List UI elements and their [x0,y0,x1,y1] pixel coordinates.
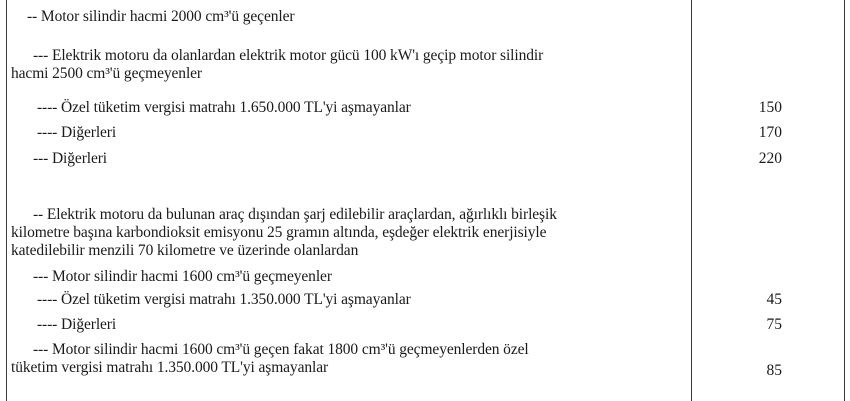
row-value: 85 [766,362,782,379]
row-description: --- Diğerleri [33,150,108,167]
row-description: --- Motor silindir hacmi 1600 cm³'ü geçmeyenler [33,268,332,285]
row-value: 170 [758,124,782,141]
table-right-border [844,0,845,401]
table-left-border [6,0,7,401]
row-description: ---- Özel tüketim vergisi matrahı 1.350.000 TL'yi aşmayanlar [37,291,411,308]
row-value: 150 [758,99,782,116]
row-value: 220 [758,150,782,167]
row-value: 75 [766,316,782,333]
table-column-divider [691,0,692,401]
row-value: 45 [766,291,782,308]
row-description: -- Elektrik motoru da bulunan araç dışından şarj edilebilir araçlardan, ağırlıklı birleşik kilometre başına karbondioksit emisyonu 25 gramın altında, eşdeğer elektrik enerjisiyle katedilebilir menzili 70 kilometre ve üzerinde olanlardan [11,206,557,259]
row-description: ---- Diğerleri [37,124,117,141]
row-description: ---- Diğerleri [37,316,117,333]
row-description: -- Motor silindir hacmi 2000 cm³'ü geçenler [27,8,295,25]
row-description: ---- Özel tüketim vergisi matrahı 1.650.000 TL'yi aşmayanlar [37,99,411,116]
row-description: --- Motor silindir hacmi 1600 cm³'ü geçen fakat 1800 cm³'ü geçmeyenlerden özel tüketim vergisi matrahı 1.350.000 TL'yi aşmayanlar [11,341,529,376]
row-description: --- Elektrik motoru da olanlardan elektrik motor gücü 100 kW'ı geçip motor silindir hacmi 2500 cm³'ü geçmeyenler [11,47,544,82]
